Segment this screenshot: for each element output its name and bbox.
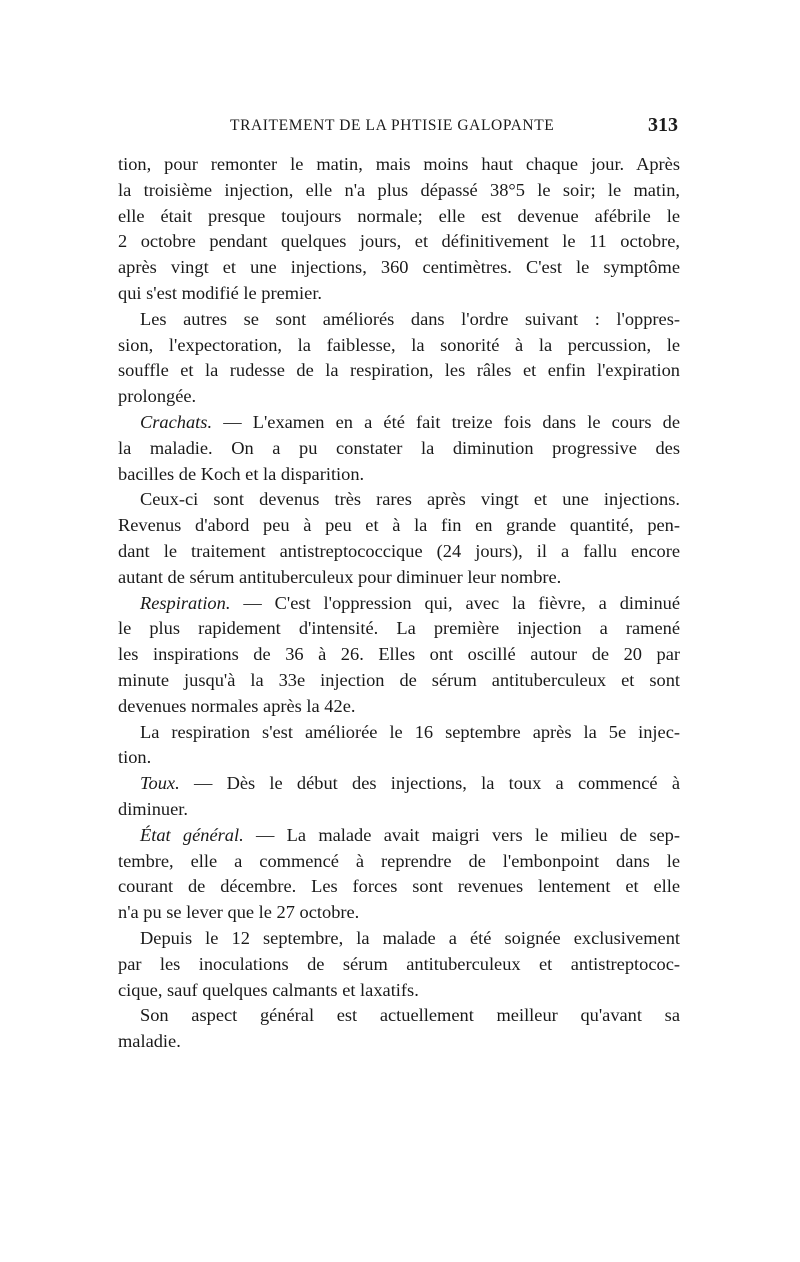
text-line xyxy=(118,539,680,565)
text-line xyxy=(118,694,680,720)
section-lead: État général. xyxy=(140,824,244,845)
text-line xyxy=(118,384,680,410)
text-line xyxy=(118,307,680,333)
running-head-title: TRAITEMENT DE LA PHTISIE GALOPANTE xyxy=(230,117,555,134)
text-line xyxy=(118,204,680,230)
text-line xyxy=(118,178,680,204)
text-line xyxy=(118,797,680,823)
text-line xyxy=(118,668,680,694)
paragraph xyxy=(118,771,680,823)
line-text: minute jusqu'à la 33e injection de sérum antituberculeux et sont xyxy=(118,669,680,690)
line-text: La respiration s'est améliorée le 16 septembre après la 5e injec- xyxy=(140,721,680,742)
section-lead: Crachats. xyxy=(140,411,213,432)
line-text: Son aspect général est actuellement meilleur qu'avant sa xyxy=(140,1005,680,1026)
paragraph xyxy=(118,1003,680,1055)
line-text: les inspirations de 36 à 26. Elles ont oscillé autour de 20 par xyxy=(118,644,680,665)
line-text: tion. xyxy=(118,747,152,768)
text-line xyxy=(118,333,680,359)
text-line xyxy=(118,874,680,900)
text-line xyxy=(118,229,680,255)
line-text: Les autres se sont améliorés dans l'ordre suivant : l'oppres- xyxy=(140,308,680,329)
line-text: elle était presque toujours normale; elle est devenue afébrile le xyxy=(118,205,680,226)
page-number: 313 xyxy=(648,114,678,136)
line-text: maladie. xyxy=(118,1031,181,1052)
line-text: devenues normales après la 42e. xyxy=(118,695,356,716)
text-line xyxy=(118,565,680,591)
line-text: bacilles de Koch et la disparition. xyxy=(118,463,365,484)
text-line xyxy=(118,436,680,462)
line-text: autant de sérum antituberculeux pour diminuer leur nombre. xyxy=(118,566,562,587)
line-text: qui s'est modifié le premier. xyxy=(118,282,323,303)
text-line xyxy=(118,591,680,617)
line-text: Revenus d'abord peu à peu et à la fin en grande quantité, pen- xyxy=(118,515,680,536)
line-text: Ceux-ci sont devenus très rares après vingt et une injections. xyxy=(140,489,680,510)
paragraph xyxy=(118,720,680,772)
paragraph xyxy=(118,307,680,410)
line-text: par les inoculations de sérum antituberculeux et antistreptococ- xyxy=(118,953,680,974)
text-line xyxy=(118,926,680,952)
paragraph xyxy=(118,152,680,307)
line-text: souffle et la rudesse de la respiration, les râles et enfin l'expiration xyxy=(118,360,680,381)
text-line xyxy=(118,410,680,436)
section-lead: Toux. xyxy=(140,773,180,794)
text-line xyxy=(118,358,680,384)
text-line xyxy=(118,642,680,668)
paragraph xyxy=(118,410,680,487)
text-line xyxy=(118,771,680,797)
paragraph xyxy=(118,487,680,590)
text-line xyxy=(118,281,680,307)
line-text: courant de décembre. Les forces sont revenues lentement et elle xyxy=(118,876,680,897)
text-line xyxy=(118,1003,680,1029)
line-text: cique, sauf quelques calmants et laxatifs. xyxy=(118,979,419,1000)
paragraph xyxy=(118,591,680,720)
line-text: — Dès le début des injections, la toux a commencé à xyxy=(179,773,680,794)
text-line xyxy=(118,616,680,642)
text-line xyxy=(118,952,680,978)
line-text: — L'examen en a été fait treize fois dans le cours de xyxy=(212,411,680,432)
text-line xyxy=(118,849,680,875)
text-line xyxy=(118,823,680,849)
line-text: après vingt et une injections, 360 centimètres. C'est le symptôme xyxy=(118,257,680,278)
line-text: tion, pour remonter le matin, mais moins haut chaque jour. Après xyxy=(118,154,680,174)
text-line xyxy=(118,720,680,746)
text-line xyxy=(118,513,680,539)
line-text: le plus rapidement d'intensité. La première injection a ramené xyxy=(118,618,680,639)
text-line xyxy=(118,745,680,771)
paragraph xyxy=(118,823,680,926)
body-text xyxy=(118,152,680,1055)
text-line xyxy=(118,462,680,488)
line-text: dant le traitement antistreptococcique (24 jours), il a fallu encore xyxy=(118,540,680,561)
text-line xyxy=(118,487,680,513)
text-line xyxy=(118,152,680,178)
line-text: diminuer. xyxy=(118,798,188,819)
line-text: n'a pu se lever que le 27 octobre. xyxy=(118,902,360,923)
paragraph xyxy=(118,926,680,1003)
line-text: la maladie. On a pu constater la diminution progressive des xyxy=(118,437,680,458)
line-text: — C'est l'oppression qui, avec la fièvre, a diminué xyxy=(230,592,680,613)
line-text: prolongée. xyxy=(118,386,197,407)
line-text: sion, l'expectoration, la faiblesse, la sonorité à la percussion, le xyxy=(118,334,680,355)
text-line xyxy=(118,1029,680,1055)
section-lead: Respiration. xyxy=(140,592,231,613)
line-text: — La malade avait maigri vers le milieu de sep- xyxy=(243,824,680,845)
line-text: 2 octobre pendant quelques jours, et définitivement le 11 octobre, xyxy=(118,231,680,252)
text-line xyxy=(118,255,680,281)
text-line xyxy=(118,900,680,926)
line-text: la troisième injection, elle n'a plus dépassé 38°5 le soir; le matin, xyxy=(118,179,680,200)
line-text: tembre, elle a commencé à reprendre de l'embonpoint dans le xyxy=(118,850,680,871)
running-head xyxy=(118,114,680,138)
line-text: Depuis le 12 septembre, la malade a été soignée exclusivement xyxy=(140,927,680,948)
text-line xyxy=(118,978,680,1004)
